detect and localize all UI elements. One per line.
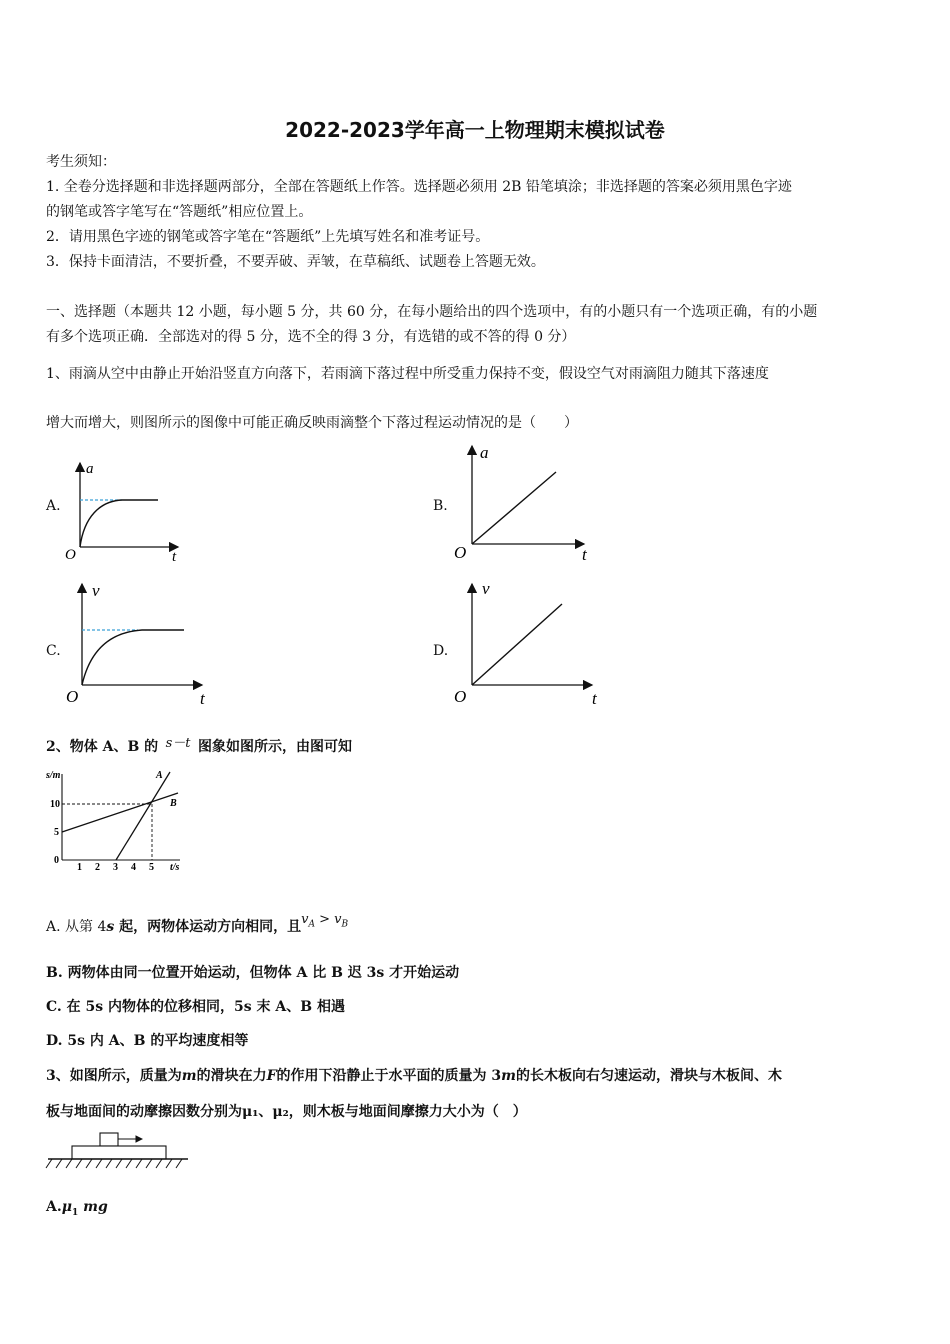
q1-option-c-label[interactable]: C. bbox=[46, 643, 61, 659]
q3-l1-d: 的长木板向右匀速运动，滑块与木板间、木 bbox=[515, 1068, 782, 1084]
q1-b-line bbox=[472, 472, 556, 544]
q1-stem-line-1: 1、雨滴从空中由静止开始沿竖直方向落下，若雨滴下落过程中所受重力保持不变，假设空气对雨滴阻力随其下落速度 bbox=[46, 366, 769, 382]
q2-x-tick-1: 1 bbox=[77, 862, 82, 873]
q3-option-a-mu: μ bbox=[61, 1199, 72, 1215]
q1-d-x-label: t bbox=[592, 689, 597, 708]
q1-a-y-label: a bbox=[86, 461, 94, 477]
notice-heading: 考生须知： bbox=[46, 154, 116, 170]
q1-c-curve bbox=[82, 630, 184, 685]
q2-vb-sub: B bbox=[341, 919, 349, 930]
q2-stem-post: 图象如图所示，由图可知 bbox=[198, 739, 352, 755]
q2-option-b[interactable]: B. 两物体由同一位置开始运动，但物体 A 比 B 迟 3s 才开始运动 bbox=[46, 965, 460, 981]
q1-option-a-label[interactable]: A. bbox=[46, 498, 61, 514]
q2-x-tick-4: 4 bbox=[131, 862, 136, 873]
q2-stem-pre: 2、物体 A、B 的 bbox=[46, 739, 159, 755]
q2-option-a-mid: 起，两物体运动方向相同，且 bbox=[114, 919, 302, 935]
q1-d-origin: O bbox=[454, 687, 467, 706]
q2-gt: > bbox=[315, 912, 335, 927]
q1-c-y-label: v bbox=[92, 581, 100, 600]
q2-stem bbox=[46, 737, 352, 758]
q3-long-board bbox=[72, 1146, 166, 1159]
q1-b-origin: O bbox=[454, 543, 467, 562]
q1-graph-b bbox=[448, 440, 598, 565]
q3-l1-b: 的滑块在力 bbox=[196, 1068, 267, 1084]
q2-option-d[interactable]: D. 5s 内 A、B 的平均速度相等 bbox=[46, 1033, 249, 1049]
q2-line-a-label: A bbox=[156, 770, 163, 781]
notice-item-1-line-2: 的钢笔或答字笔写在“答题纸”相应位置上。 bbox=[46, 204, 313, 220]
q2-va: v bbox=[301, 912, 309, 927]
q1-b-y-label: a bbox=[480, 443, 489, 462]
q3-option-a-mg: mg bbox=[78, 1199, 108, 1215]
q1-c-origin: O bbox=[66, 687, 79, 706]
q1-option-d-label[interactable]: D. bbox=[433, 643, 449, 659]
q2-vb: v bbox=[334, 912, 342, 927]
q3-stem-line-1 bbox=[46, 1066, 782, 1086]
q3-stem-line-2: 板与地面间的动摩擦因数分别为μ₁、μ₂，则木板与地面间摩擦力大小为（ ） bbox=[46, 1104, 527, 1120]
q2-line-b bbox=[62, 793, 178, 832]
q2-y-tick-5: 5 bbox=[54, 827, 59, 838]
q1-graph-d bbox=[452, 578, 607, 708]
q1-b-x-label: t bbox=[582, 545, 587, 564]
q3-l1-m: m bbox=[181, 1068, 197, 1084]
q2-option-a-pre: A. 从第 4 bbox=[46, 919, 107, 935]
q2-x-label: t/s bbox=[170, 862, 180, 873]
q1-d-y-label: v bbox=[482, 579, 490, 598]
q2-line-b-label: B bbox=[170, 798, 177, 809]
q2-x-tick-2: 2 bbox=[95, 862, 100, 873]
q2-y-tick-10: 10 bbox=[50, 799, 60, 810]
q2-va-sub: A bbox=[308, 919, 315, 930]
section-intro-line-2: 有多个选项正确．全部选对的得 5 分，选不全的得 3 分，有选错的或不答的得 0 分） bbox=[46, 329, 576, 345]
q2-option-a-inequality bbox=[301, 912, 349, 930]
q2-option-a[interactable] bbox=[46, 912, 349, 943]
q3-l1-c: 的作用下沿静止于水平面的质量为 3 bbox=[276, 1068, 502, 1084]
q2-x-tick-5: 5 bbox=[149, 862, 154, 873]
q2-line-a bbox=[116, 772, 170, 860]
q1-a-origin: O bbox=[65, 547, 76, 563]
q3-block-diagram bbox=[44, 1130, 194, 1174]
q1-c-x-label: t bbox=[200, 689, 205, 708]
q3-option-a-sub: 1 bbox=[72, 1207, 79, 1218]
q3-option-a-label: A. bbox=[46, 1199, 62, 1215]
q1-graph-a bbox=[60, 455, 190, 565]
q1-a-curve bbox=[80, 500, 158, 547]
notice-item-2: 2．请用黑色字迹的钢笔或答字笔在“答题纸”上先填写姓名和准考证号。 bbox=[46, 229, 490, 245]
q1-graph-c bbox=[62, 578, 217, 708]
page-title: 2022-2023学年高一上物理期末模拟试卷 bbox=[285, 118, 665, 142]
q1-stem-line-2: 增大而增大，则图所示的图像中可能正确反映雨滴整个下落过程运动情况的是（ ） bbox=[46, 415, 578, 431]
q1-option-b-label[interactable]: B. bbox=[433, 498, 448, 514]
q2-option-c[interactable]: C. 在 5s 内物体的位移相同，5s 末 A、B 相遇 bbox=[46, 999, 345, 1015]
notice-item-3: 3．保持卡面清洁，不要折叠，不要弄破、弄皱，在草稿纸、试题卷上答题无效。 bbox=[46, 254, 545, 270]
q2-option-a-s: s bbox=[106, 919, 115, 935]
q2-y-tick-0: 0 bbox=[54, 855, 59, 866]
q2-stem-math: s－t bbox=[165, 736, 191, 751]
q3-option-a[interactable] bbox=[46, 1197, 108, 1223]
notice-item-1-line-1: 1. 全卷分选择题和非选择题两部分，全部在答题纸上作答。选择题必须用 2B 铅笔填涂；非选择题的答案必须用黑色字迹 bbox=[46, 179, 792, 195]
q3-l1-a: 3、如图所示，质量为 bbox=[46, 1068, 182, 1084]
q3-l1-F: F bbox=[266, 1068, 277, 1084]
q3-slider-block bbox=[100, 1133, 118, 1146]
q2-st-graph bbox=[40, 764, 190, 876]
q2-x-tick-3: 3 bbox=[113, 862, 118, 873]
section-intro-line-1: 一、选择题（本题共 12 小题，每小题 5 分，共 60 分，在每小题给出的四个选项中，有的小题只有一个选项正确，有的小题 bbox=[46, 304, 818, 320]
q1-a-x-label: t bbox=[172, 549, 177, 565]
q3-l1-m2: m bbox=[501, 1068, 516, 1084]
q1-d-line bbox=[472, 604, 562, 685]
q2-y-label: s/m bbox=[46, 770, 61, 781]
q3-ground-hatch bbox=[46, 1159, 182, 1168]
